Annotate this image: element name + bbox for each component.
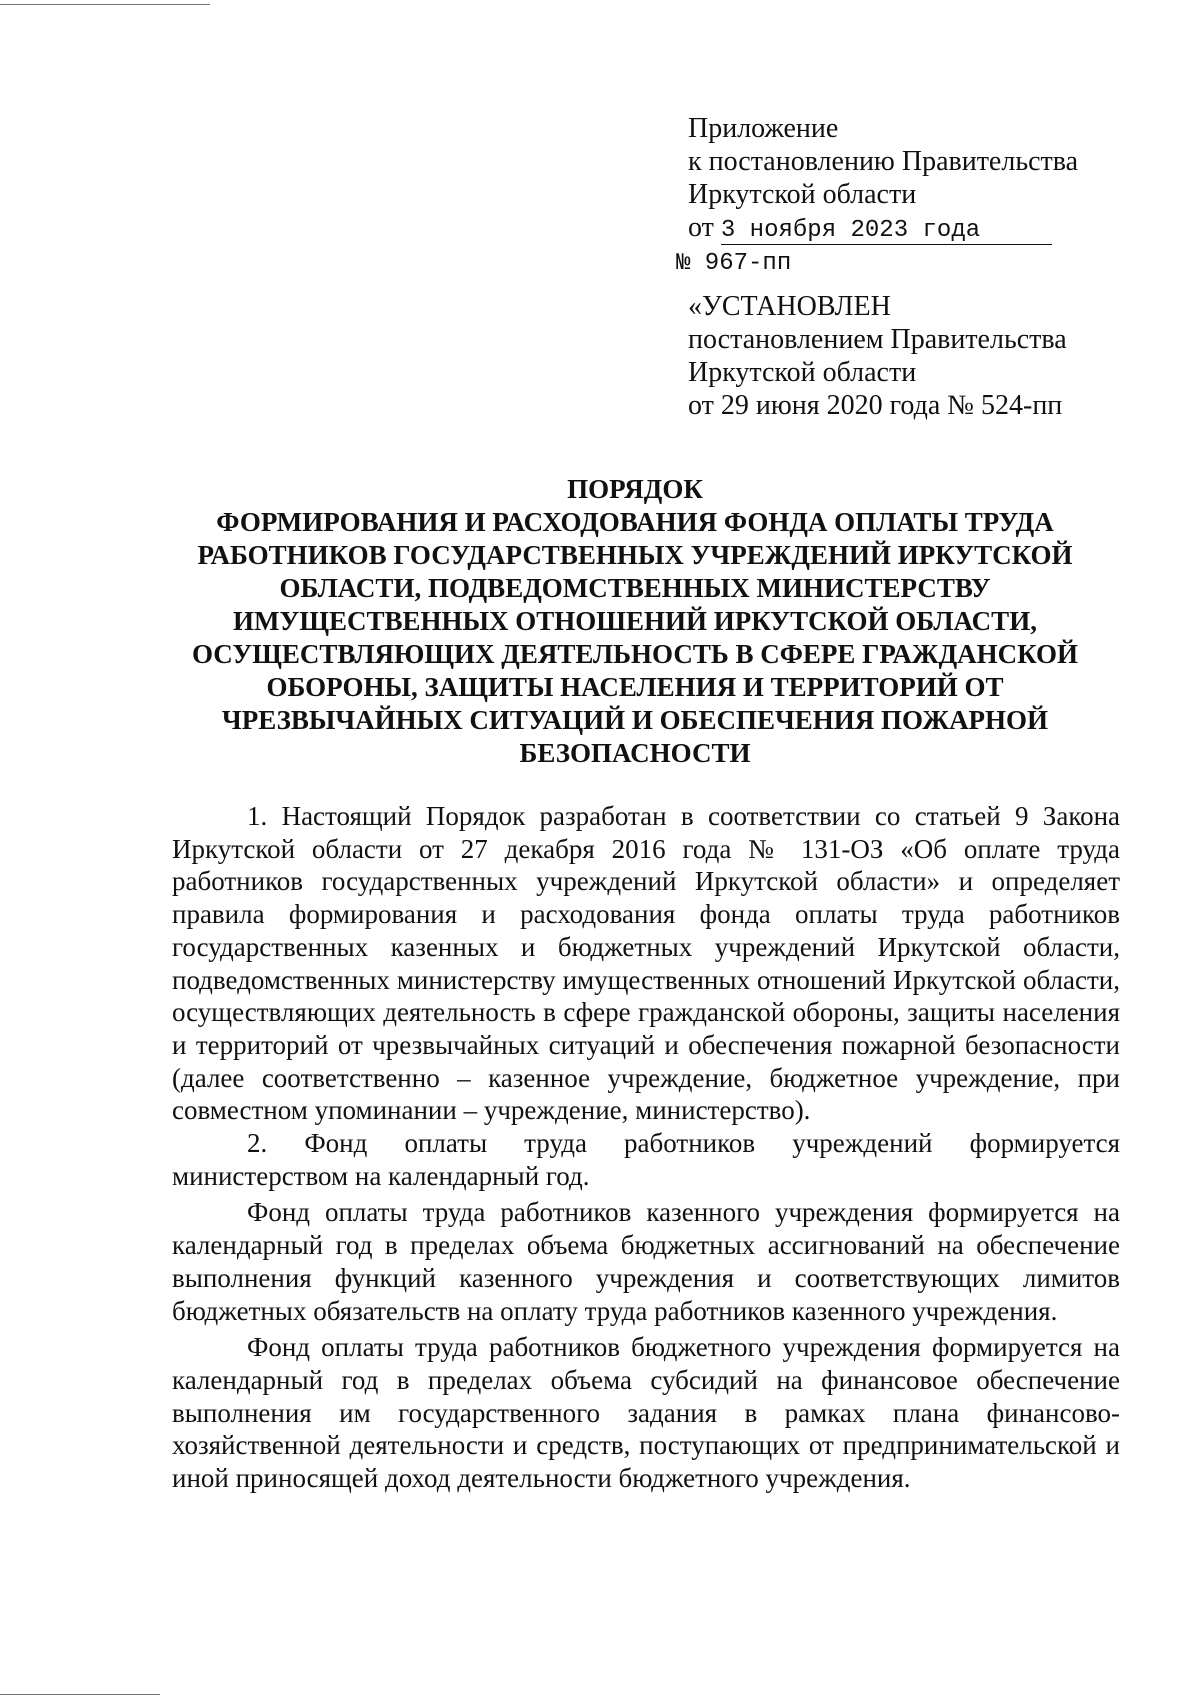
established-date: от 29 июня 2020 года № 524-пп (688, 390, 1063, 421)
paragraph-4: Фонд оплаты труда работников бюджетного учреждения формируется на календарный год в пределах объема субсидий на финансовое обеспечение выполнения им государственного задания в рамках плана финансово-хозяйственной деятельности и средств, поступающих от предпринимательской и иной приносящей доход деятельности бюджетного учреждения. (172, 1332, 1120, 1494)
appendix-region: Иркутской области (688, 179, 917, 210)
appendix-label: Приложение (688, 113, 839, 144)
established-region: Иркутской области (688, 357, 917, 388)
title-line: БЕЗОПАСНОСТИ (519, 738, 751, 768)
approval-block (676, 112, 1168, 422)
established-block (688, 290, 1168, 422)
appendix-decree-ref: к постановлению Правительства (688, 146, 1079, 177)
appendix-date-line (688, 211, 1168, 247)
scan-artifact-top (0, 4, 210, 5)
scan-artifact-bottom (0, 1694, 160, 1695)
title-line: ЧРЕЗВЫЧАЙНЫХ СИТУАЦИЙ И ОБЕСПЕЧЕНИЯ ПОЖАРНОЙ (221, 705, 1049, 735)
paragraph-2: 2. Фонд оплаты труда работников учреждений формируется министерством на календарный год. (172, 1128, 1120, 1191)
title-line: РАБОТНИКОВ ГОСУДАРСТВЕННЫХ УЧРЕЖДЕНИЙ ИРКУТСКОЙ (197, 540, 1073, 570)
title-line: ОБЛАСТИ, ПОДВЕДОМСТВЕННЫХ МИНИСТЕРСТВУ (279, 573, 991, 603)
title-line: ИМУЩЕСТВЕННЫХ ОТНОШЕНИЙ ИРКУТСКОЙ ОБЛАСТИ, (233, 606, 1037, 636)
title-line: ОСУЩЕСТВЛЯЮЩИХ ДЕЯТЕЛЬНОСТЬ В СФЕРЕ ГРАЖДАНСКОЙ (191, 639, 1079, 669)
established-decree-ref: постановлением Правительства (688, 324, 1067, 355)
paragraph-3: Фонд оплаты труда работников казенного учреждения формируется на календарный год в пределах объема бюджетных ассигнований на обеспечение выполнения функций казенного учреждения и соответствующих лимитов бюджетных обязательств на оплату труда работников казенного учреждения. (172, 1197, 1120, 1326)
appendix-number: № 967-пп (676, 250, 792, 277)
title-heading: ПОРЯДОК (567, 474, 703, 504)
title-line: ОБОРОНЫ, ЗАЩИТЫ НАСЕЛЕНИЯ И ТЕРРИТОРИЙ ОТ (266, 672, 1004, 702)
document-body (172, 800, 1120, 1495)
established-label: «УСТАНОВЛЕН (688, 291, 891, 322)
title-line: ФОРМИРОВАНИЯ И РАСХОДОВАНИЯ ФОНДА ОПЛАТЫ ТРУДА (216, 507, 1054, 537)
appendix-date-prefix: от (688, 212, 714, 243)
paragraph-1: 1. Настоящий Порядок разработан в соответствии со статьей 9 Закона Иркутской области от 27 декабря 2016 года № 131-ОЗ «Об оплате труда работников государственных учреждений Иркутской области» и определяет правила формирования и расходования фонда оплаты труда работников государственных казенных и бюджетных учреждений Иркутской области, подведомственных министерству имущественных отношений Иркутской области, осуществляющих деятельность в сфере гражданской обороны, защиты населения и территорий от чрезвычайных ситуаций и обеспечения пожарной безопасности (далее соответственно – казенное учреждение, бюджетное учреждение, при совместном упоминании – учреждение, министерство). (172, 801, 1120, 1126)
appendix-date-value: 3 ноября 2023 года (721, 217, 1052, 245)
document-title (150, 473, 1120, 770)
